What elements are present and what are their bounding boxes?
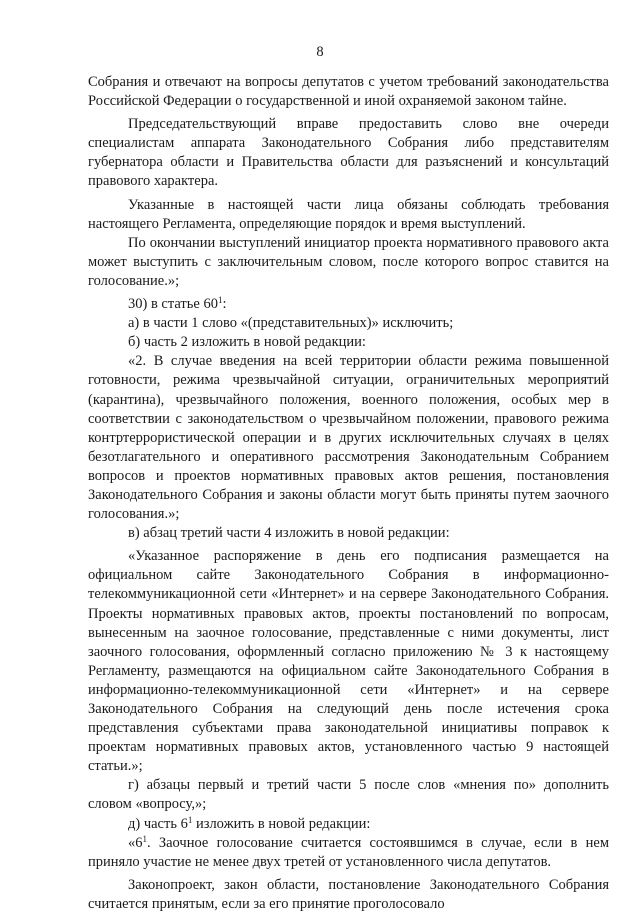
paragraph: Председательствующий вправе предоставить слово вне очереди специалистам аппарата Законодательного Собрания либо представителям губернатора области и Правительства области для разъяснений и консультаций правового характера.	[88, 116, 609, 190]
superscript: 1	[217, 295, 223, 306]
amendment-item	[88, 295, 609, 314]
amendment-text: изложить в новой редакции:	[192, 815, 371, 832]
amendment-text: д) часть 6	[128, 815, 188, 832]
paragraph	[88, 834, 609, 872]
amendment-item	[88, 815, 609, 834]
paragraph: Законопроект, закон области, постановление Законодательного Собрания считается принятым, если за его принятие проголосовало	[88, 876, 609, 912]
paragraph-text: «6	[128, 834, 143, 851]
amendment-text: :	[222, 296, 227, 313]
paragraph: Собрания и отвечают на вопросы депутатов с учетом требований законодательства Российской Федерации о государственной и иной охраняемой законом тайне.	[88, 74, 609, 110]
paragraph: По окончании выступлений инициатор проекта нормативного правового акта может выступить с заключительным словом, после которого вопрос ставится на голосование.»;	[88, 234, 609, 289]
page-number: 8	[316, 44, 324, 60]
paragraph-text: . Заочное голосование считается состоявшимся в случае, если в нем приняло участие не менее двух третей от установленного числа депутатов.	[88, 834, 609, 870]
document-body	[88, 73, 609, 914]
amendment-item: г) абзацы первый и третий части 5 после слов «мнения по» дополнить словом «вопросу,»;	[88, 777, 609, 813]
amendment-item: в) абзац третий части 4 изложить в новой редакции:	[128, 525, 450, 542]
superscript: 1	[142, 833, 147, 844]
paragraph: «2. В случае введения на всей территории области режима повышенной готовности, режима чрезвычайной ситуации, ограничительных мероприятий (карантина), чрезвычайного положения, военного положения, особых мер в соответствии с законодательством о чрезвычайном положении, правового режима контртеррористической операции и в других исключительных случаях в целях безотлагательного и оперативного рассмотрения Законодательным Собранием вопросов и проектов нормативных правовых актов решения, постановления Законодательного Собрания и законы области могут быть приняты путем заочного голосования.»;	[88, 353, 609, 523]
amendment-item: б) часть 2 изложить в новой редакции:	[128, 334, 366, 351]
paragraph: Указанные в настоящей части лица обязаны соблюдать требования настоящего Регламента, определяющие порядок и время выступлений.	[88, 196, 609, 232]
amendment-item: а) в части 1 слово «(представительных)» исключить;	[128, 315, 454, 332]
paragraph: «Указанное распоряжение в день его подписания размещается на официальном сайте Законодательного Собрания в информационно-телекоммуникационной сети «Интернет» и на сервере Законодательного Собрания. Проекты нормативных правовых актов, проекты постановлений по вопросам, вынесенным на заочное голосование, представленные с ними документы, лист заочного голосования, оформленный согласно приложению № 3 к настоящему Регламенту, размещаются на официальном сайте Законодательного Собрания в информационно-телекоммуникационной сети «Интернет» и на сервере Законодательного Собрания на следующий день после истечения срока представления субъектами права законодательной инициативы поправок к проектам нормативных правовых актов, установленного частью 9 настоящей статьи.»;	[88, 548, 609, 775]
amendment-text: 30) в статье 60	[128, 296, 218, 313]
superscript: 1	[187, 814, 193, 825]
